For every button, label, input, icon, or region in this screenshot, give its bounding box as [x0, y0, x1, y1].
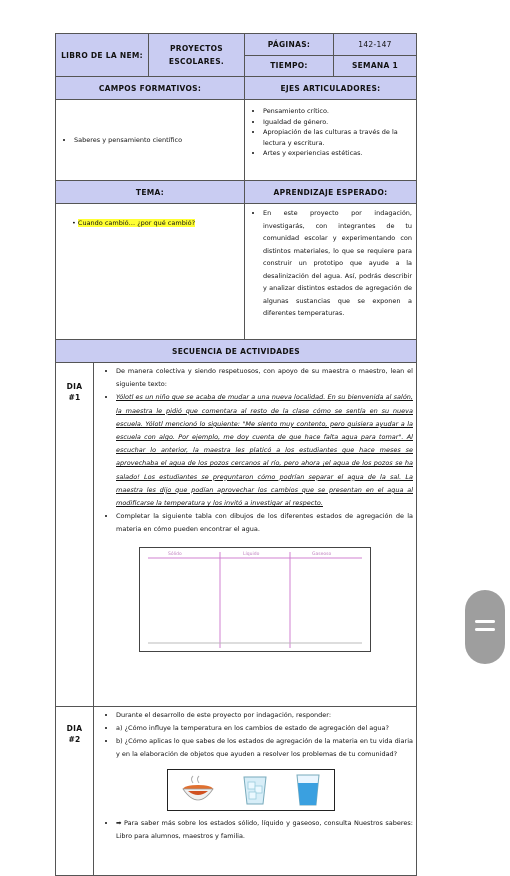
campos-item: • Saberes y pensamiento científico	[74, 135, 182, 146]
tema-aprendizaje-content-row: • Cuando cambió… ¿por qué cambió? • En este proyecto por indagación, investigarás, con integrantes de tu comunidad escolar y experimentando con distintos materiales, lo que se requiere para construir un prototipo que ayude a la desalinización del agua. Así, podrás describir y analizar distintos estados de agregación de algunas sustancias que se exponen a diferentes temperaturas.	[56, 204, 416, 340]
eje-item: • Pensamiento crítico.	[263, 106, 412, 117]
side-handle-tab[interactable]	[465, 590, 505, 664]
table-header-gaseoso: Gaseoso	[312, 551, 332, 557]
aprendizaje-heading: APRENDIZAJE ESPERADO:	[273, 187, 388, 197]
soup-bowl-icon	[180, 775, 216, 805]
campos-ejes-content-row	[56, 100, 416, 181]
campos-ejes-heading-row	[56, 77, 416, 100]
document-page	[55, 33, 417, 876]
table-header-solido: Sólido	[168, 551, 182, 557]
pages-label: PÁGINAS:	[267, 39, 311, 49]
dia2-label-1: DIA	[66, 724, 83, 733]
dia2-row	[56, 707, 416, 875]
dia2-label-2: #2	[68, 735, 81, 744]
tema-text: Cuando cambió… ¿por qué cambió?	[77, 219, 196, 227]
tema-heading: TEMA:	[135, 187, 165, 197]
dia2-question-a: • a) ¿Cómo influye la temperatura en los cambios de estado de agregación del agua?	[116, 722, 413, 735]
book-value-1: PROYECTOS	[169, 44, 224, 53]
dia1-task: • Completar la siguiente tabla con dibujos de los diferentes estados de agregación de la materia en cómo pueden encontrar el agua.	[116, 510, 413, 536]
eje-item: • Artes y experiencias estéticas.	[263, 148, 412, 159]
tema-aprendizaje-heading-row	[56, 181, 416, 204]
secuencia-heading: SECUENCIA DE ACTIVIDADES	[172, 346, 300, 356]
book-label-cell	[56, 34, 149, 76]
ejes-heading: EJES ARTICULADORES:	[280, 83, 381, 93]
dia1-row	[56, 363, 416, 707]
dia2-question-b: • b) ¿Cómo aplicas lo que sabes de los estados de agregación de la materia en tu vida diaria y en la elaboración de objetos que ayuden a resolver los problemas de tu comunidad?	[116, 735, 413, 761]
water-glass-icon	[294, 773, 322, 807]
table-header-liquido: Líquido	[243, 551, 260, 557]
ice-glass-icon	[240, 774, 270, 806]
pages-value: 142-147	[358, 39, 392, 49]
handle-line-icon	[475, 628, 495, 631]
time-label: TIEMPO:	[270, 61, 308, 71]
book-label: LIBRO DE LA NEM:	[61, 50, 143, 60]
dia1-label-2: #1	[68, 393, 81, 402]
dia2-more-info: • ➡ Para saber más sobre los estados sólido, líquido y gaseoso, consulta Nuestros saberes: Libro para alumnos, maestros y familia.	[116, 817, 413, 843]
eje-item: • Igualdad de género.	[263, 117, 412, 128]
eje-item: • Apropiación de las culturas a través de la lectura y escritura.	[263, 127, 412, 148]
water-states-image	[167, 769, 335, 811]
aprendizaje-text: • En este proyecto por indagación, investigarás, con integrantes de tu comunidad escolar y experimentando con distintos materiales, lo que se requiere para construir un prototipo que ayude a la desalinización del agua. Así, podrás describir y analizar distintos estados de agregación de algunas sustancias que se exponen a diferentes temperaturas.	[263, 207, 412, 320]
states-table-grid	[140, 548, 370, 651]
time-value: SEMANA 1	[351, 61, 399, 71]
book-value-cell	[149, 34, 245, 76]
book-value-2: ESCOLARES.	[168, 57, 225, 66]
handle-line-icon	[475, 620, 495, 623]
pages-time-cell	[245, 34, 416, 76]
dia1-label-1: DIA	[66, 382, 83, 391]
secuencia-heading-row	[56, 340, 416, 363]
dia2-intro: • Durante el desarrollo de este proyecto por indagación, responder:	[116, 709, 413, 722]
states-drawing-table	[139, 547, 371, 652]
campos-heading: CAMPOS FORMATIVOS:	[98, 83, 202, 93]
dia1-story: Yólotl es un niño que se acaba de mudar a una nueva localidad. En su bienvenida al salón, la maestra le pidió que comentara al resto de la clase cómo se sentía en su nueva escuela. Yólotl mencionó lo siguiente: "Me siento muy contento, pero quisiera ayudar a la escuela con algo. Por ejemplo, me doy cuenta de que hace falta agua para tomar". Al escuchar lo anterior, la maestra les platicó a los estudiantes que hace meses se aprovechaba el agua de los pozos cercanos al río, pero ahora ¡el agua de los pozos se ha salado! Los estudiantes se preguntaron cómo podrían separar el agua de la sal. La maestra les dijo que podían aprovechar los cambios que se presentan en el agua al modificarse la temperatura y los invitó a investigar al respecto.	[116, 393, 413, 508]
header-row	[56, 34, 416, 77]
dia1-intro: • De manera colectiva y siendo respetuosos, con apoyo de su maestra o maestro, lean el siguiente texto:	[116, 365, 413, 391]
